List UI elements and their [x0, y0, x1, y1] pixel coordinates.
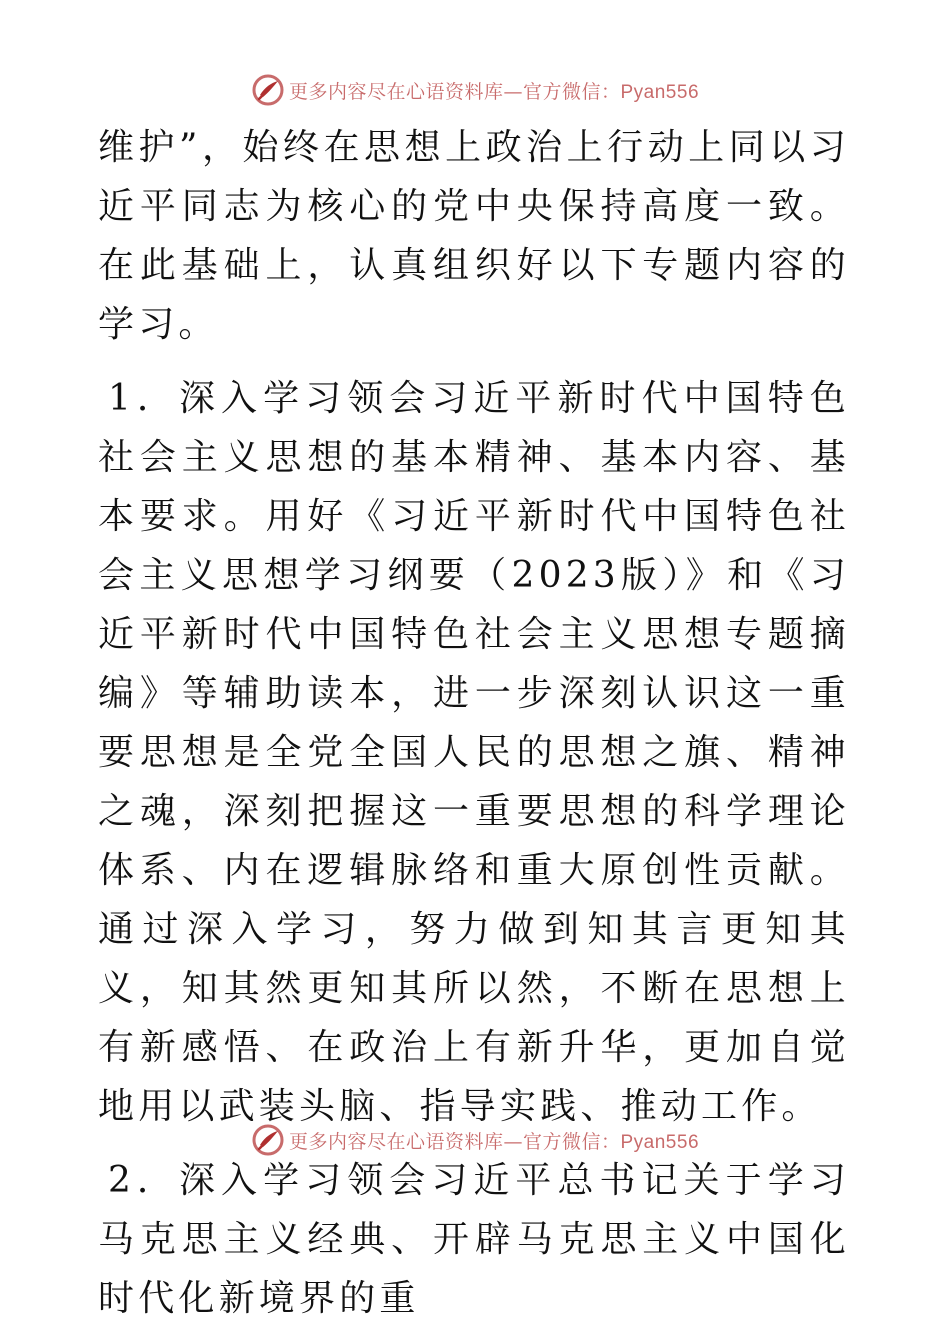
paragraph-item-2: [98, 1151, 850, 1328]
header-brand-label: 更多内容尽在心语资料库—官方微信：: [288, 80, 621, 103]
header-watermark-banner: [0, 70, 950, 110]
quill-swirl-icon: [251, 1123, 285, 1157]
footer-brand-label: 更多内容尽在心语资料库—官方微信：: [288, 1130, 621, 1153]
footer-watermark-banner: [0, 1120, 950, 1160]
paragraph-item-2-text: 2．深入学习领会习近平总书记关于学习马克思主义经典、开辟马克思主义中国化时代化新境界的重: [98, 1160, 850, 1319]
paragraph-item-1: [98, 369, 850, 1136]
quill-swirl-icon: [251, 73, 285, 107]
paragraph-item-1-text: 1．深入学习领会习近平新时代中国特色社会主义思想的基本精神、基本内容、基本要求。用好《习近平新时代中国特色社会主义思想学习纲要（2023版）》和《习近平新时代中国特色社会主义思想专题摘编》等辅助读本，进一步深刻认识这一重要思想是全党全国人民的思想之旗、精神之魂，深刻把握这一重要思想的科学理论体系、内在逻辑脉络和重大原创性贡献。通过深入学习，努力做到知其言更知其义，知其然更知其所以然，不断在思想上有新感悟、在政治上有新升华，更加自觉地用以武装头脑、指导实践、推动工作。: [98, 378, 850, 1127]
header-brand-text: [289, 77, 699, 104]
footer-wechat-id: Pyan556: [620, 1131, 700, 1153]
header-wechat-id: Pyan556: [620, 81, 700, 103]
footer-brand-text: [289, 1127, 699, 1154]
paragraph-continuation: 维护”，始终在思想上政治上行动上同以习近平同志为核心的党中央保持高度一致。在此基础上，认真组织好以下专题内容的学习。: [98, 127, 850, 345]
